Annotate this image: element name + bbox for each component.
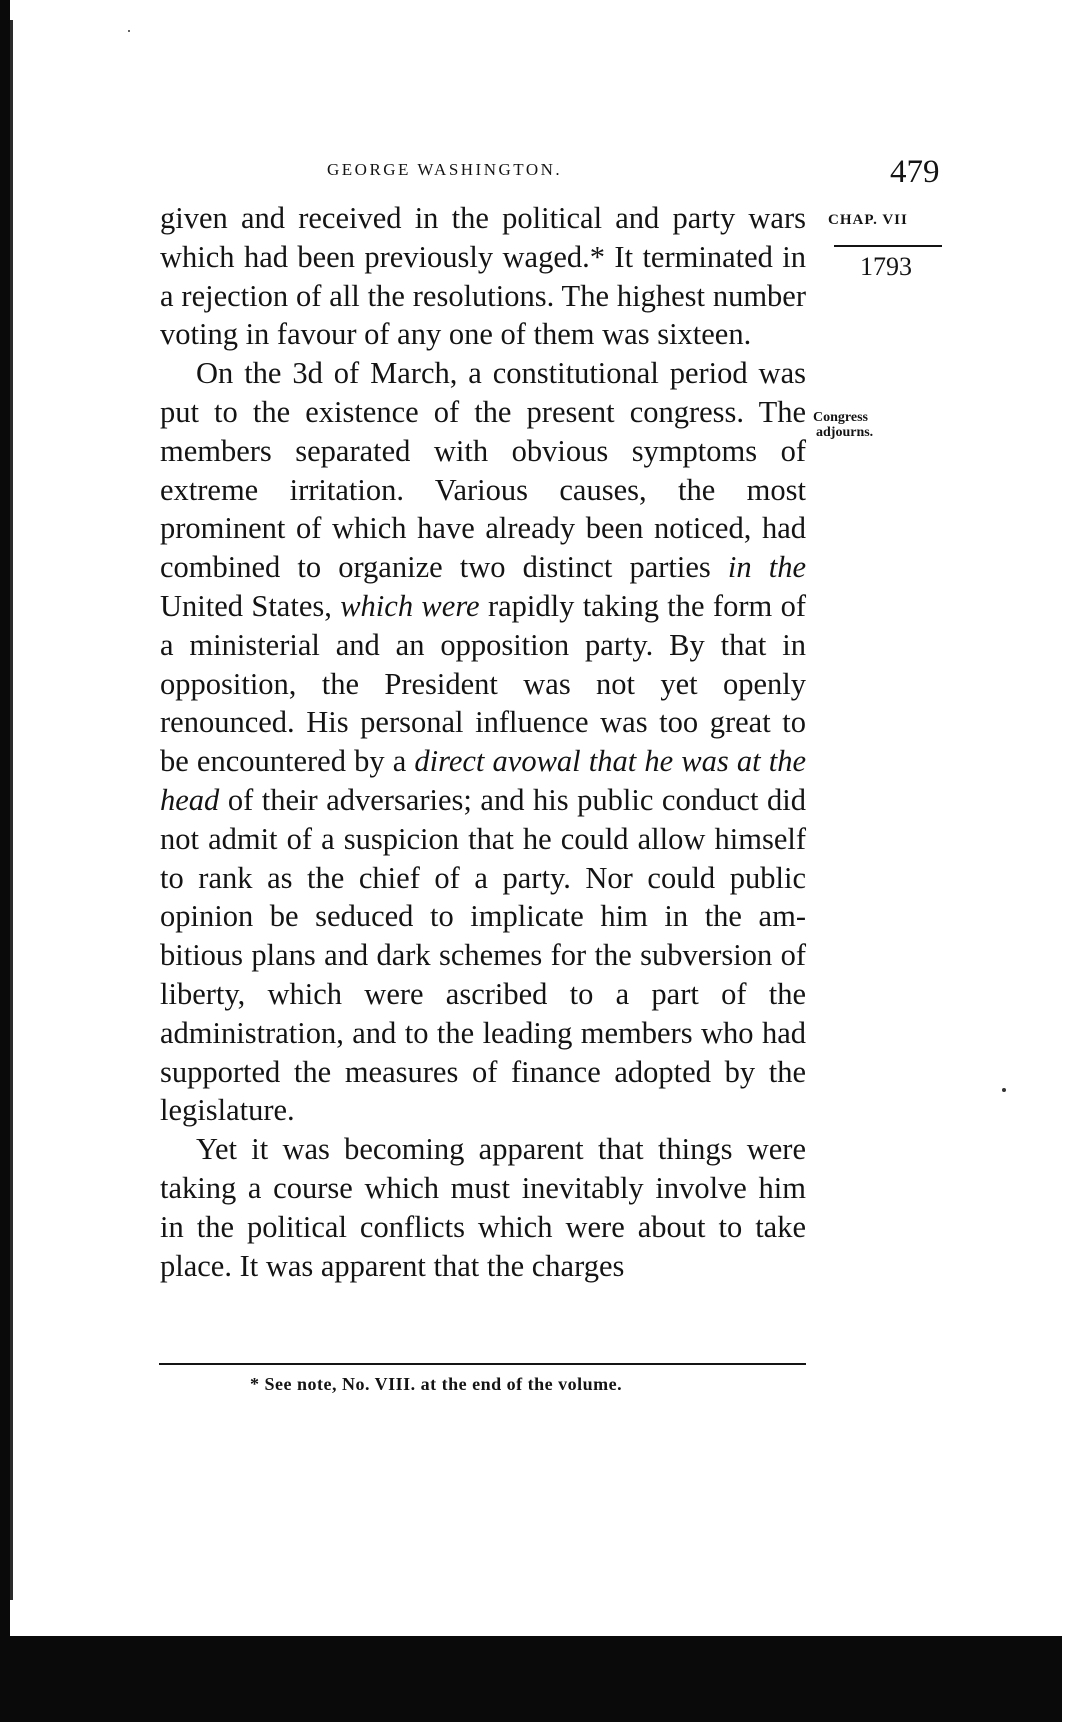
running-head: GEORGE WASHINGTON. (327, 160, 563, 179)
paragraph-2-italic-3: direct avowal that he was at the head (160, 744, 806, 817)
scan-border-left (0, 0, 10, 1638)
paragraph-2-italic-2: which were (340, 588, 480, 623)
scan-speck (1002, 1088, 1006, 1092)
scan-border-bottom (0, 1636, 1062, 1722)
paragraph-2-part-2: United States, (160, 588, 341, 623)
paragraph-1: given and received in the political and party wars which had been previously waged.* It terminated in a rejection of all the resolutions. The highest number voting in favour of any one of them was sixteen. (160, 201, 806, 352)
footnote: * See note, No. VIII. at the end of the volume. (250, 1374, 623, 1394)
margin-chapter-label: CHAP. VII (828, 212, 908, 228)
margin-year: 1793 (860, 252, 912, 281)
scan-speck (128, 30, 130, 32)
page-number: 479 (890, 154, 940, 190)
paragraph-2-part-1: On the 3d of March, a constitutional period was put to the existence of the present congress. The members separated with obvious symptoms of extreme irritation. Various causes, the most prominent of which have already been noticed, had combined to organize two distinct parties (160, 356, 806, 585)
paragraph-2-part-3: rapidly taking the form of a ministerial and an opposition party. By that in opposition, the President was not yet openly renounced. His personal influence was too great to be encountered by a (160, 588, 806, 779)
body-text (160, 199, 806, 1285)
paragraph-3: Yet it was becoming apparent that things were taking a course which must inevitably involve him in the political conflicts which were about to take place. It was apparent that the charges (160, 1132, 806, 1283)
margin-note-line-2: adjourns. (816, 425, 874, 440)
margin-note-line-1: Congress (813, 410, 868, 425)
margin-rule (834, 245, 942, 247)
scan-border-left-inner (10, 20, 13, 1600)
paragraph-2 (160, 354, 806, 1130)
footnote-rule (159, 1363, 806, 1365)
margin-note-congress-adjourns (813, 410, 873, 440)
paragraph-2-italic-1: in the (727, 550, 806, 585)
paragraph-2-part-4: of their adversaries; and his public conduct did not admit of a suspicion that he could allow himself to rank as the chief of a party. Nor could public opinion be seduced to implicate him in the ambitious plans and dark schemes for the subversion of liberty, which were ascribed to a part of the administration, and to the leading members who had supported the measures of finance adopted by the legislature. (160, 782, 806, 1128)
